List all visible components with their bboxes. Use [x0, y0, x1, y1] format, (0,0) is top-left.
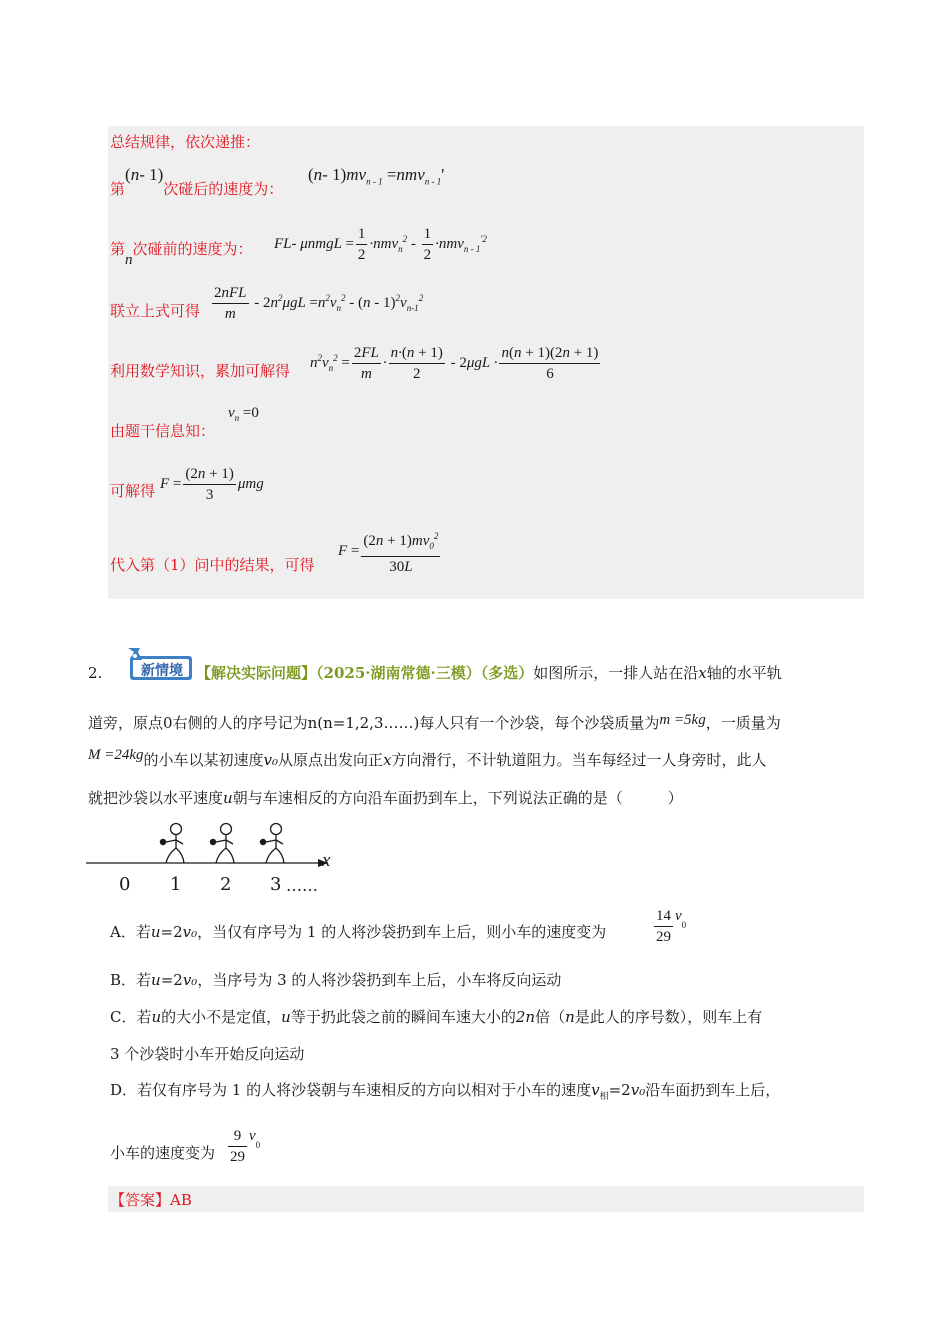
option-b-eq: =2	[160, 971, 183, 989]
option-b-text: ，当序号为 3 的人将沙袋扔到车上后，小车将反向运动	[197, 971, 562, 989]
question-stem-line-1	[196, 663, 782, 683]
person-icon-2	[210, 824, 234, 864]
solution-line-2	[110, 164, 284, 198]
option-a-den: 29	[656, 929, 671, 945]
stem-u: u	[223, 789, 233, 807]
option-d-eq: =2	[608, 1081, 631, 1099]
tick-ellipsis: ……	[286, 876, 318, 895]
solution-line-4: 联立上式可得	[110, 302, 201, 320]
stem-text-2a: 道旁，原点	[88, 714, 164, 732]
option-a-eq: =2	[160, 923, 183, 941]
option-a-fraction: $\frac{14}{29}$ $v_0$	[656, 907, 687, 945]
option-d-num: 9	[228, 1126, 247, 1147]
axis-label-x: x	[322, 850, 331, 871]
solution-line-5: 利用数学知识，累加可解得	[110, 362, 291, 380]
option-d-den: 29	[230, 1149, 245, 1165]
question-number: 2.	[88, 664, 103, 682]
solution-line-8: 代入第（1）问中的结果，可得	[110, 556, 315, 574]
stem-text-2d: n(n=1,2,3……)每人只有一个沙袋，每个沙袋质量为	[307, 714, 660, 732]
tick-label-3: 3	[270, 874, 282, 895]
solution-line-6: 由题干信息知：	[110, 422, 216, 440]
stem-text-2e: ，一质量为	[705, 714, 781, 732]
solution-line-7: 可解得	[110, 482, 156, 500]
formula-n-minus-1: (n- 1)	[125, 165, 164, 184]
option-d-fraction: $\frac{9}{29}$ $v_0$	[230, 1127, 261, 1165]
option-d-text-2: 沿车面扔到车上后，	[645, 1081, 781, 1099]
question-stem-line-3	[88, 747, 767, 771]
new-situation-badge	[126, 646, 194, 682]
answer	[110, 1190, 192, 1210]
figure-axis-people	[86, 820, 346, 898]
answer-label: 【答案】	[110, 1191, 171, 1209]
option-d-v0: v₀	[630, 1081, 646, 1099]
option-a-v: v	[675, 907, 682, 924]
symbol-n: n	[125, 252, 133, 268]
tick-label-2: 2	[220, 874, 232, 895]
stem-text-4a: 就把沙袋以水平速度	[88, 789, 224, 807]
option-d-line-2: 小车的速度变为	[110, 1144, 216, 1162]
stem-text-3a: 的小车以某初速度	[143, 751, 264, 769]
stem-v0: v₀	[263, 751, 279, 769]
option-a-text: ，当仅有序号为 1 的人将沙袋扔到车上后，则小车的速度变为	[197, 923, 607, 941]
solution-line-3-prefix: 第	[110, 240, 126, 258]
option-d-line-1	[110, 1080, 780, 1107]
tag-multi-select: （多选）	[480, 664, 534, 682]
option-c-n: n	[565, 1008, 575, 1026]
person-icon-3	[260, 824, 284, 864]
question-stem-line-4	[88, 788, 683, 808]
option-c-prefix: C．若	[110, 1008, 152, 1026]
solution-line-2-label: 次碰后的速度为：	[163, 180, 284, 198]
option-d-sub: 相	[599, 1092, 609, 1102]
stem-x-1: x	[698, 664, 707, 682]
stem-origin: 0	[163, 714, 173, 732]
person-icon-1	[160, 824, 184, 864]
solution-line-3-label: 次碰前的速度为：	[132, 240, 253, 258]
option-d-v2: v	[249, 1127, 256, 1144]
stem-text-1: 如图所示，一排人站在沿	[533, 664, 699, 682]
stem-mass-m: m =5kg	[659, 712, 706, 728]
option-c-text-1: 的大小不是定值，	[161, 1008, 282, 1026]
option-b	[110, 970, 561, 990]
option-c-text-2: 等于扔此袋之前的瞬间车速大小的	[290, 1008, 516, 1026]
option-c-text-3: 倍（	[535, 1008, 566, 1026]
option-c-line-1	[110, 1007, 762, 1027]
answer-bar	[108, 1186, 864, 1212]
option-c-u2: u	[281, 1008, 291, 1026]
stem-text-4b: 朝与车速相反的方向沿车面扔到车上，下列说法正确的是（ ）	[232, 789, 683, 807]
option-c-u: u	[151, 1008, 162, 1026]
option-c-line-2: 3 个沙袋时小车开始反向运动	[110, 1045, 305, 1063]
option-a-prefix: A．若	[110, 923, 151, 941]
option-b-u: u	[151, 971, 161, 989]
stem-text-2c: 右侧的人的序号记为	[172, 714, 308, 732]
formula-energy-before: FL- μnmgL = $\frac{1}{2}$ ·nmv$_n^2$ - $\frac{1}{2}$ ·nmv$_{n - 1}^{'2}$	[274, 226, 487, 263]
tick-label-0: 0	[119, 874, 131, 895]
stem-text-1b: 轴的水平轨	[706, 664, 782, 682]
tick-label-1: 1	[170, 874, 182, 895]
formula-combined: $\frac{\text{2nFL}}{m}$ - $2n^2\mu gL =n^2v_n^2 - (n - 1)^2v_{n-1}^2$	[214, 285, 424, 322]
option-b-v0: v₀	[182, 971, 198, 989]
formula-summation: $n^2v_n^2$ = $\frac{2FL}{m}$ · $\frac{n\cdot(n + 1)}{2}$ - 2μgL · $\frac{n(n + 1)(2n + 1)}{6}$	[310, 345, 599, 382]
stem-mass-M: M =24kg	[88, 747, 144, 763]
option-c-text-4: 是此人的序号数），则车上有	[574, 1008, 763, 1026]
option-a	[110, 922, 606, 942]
stem-x-2: x	[383, 751, 392, 769]
tag-source: （2025·湖南常德·三模）	[316, 664, 481, 682]
stem-text-3c: 方向滑行，不计轨道阻力。当车每经过一人身旁时，此人	[391, 751, 767, 769]
option-d-text-1: D．若仅有序号为 1 的人将沙袋朝与车速相反的方向以相对于小车的速度	[110, 1081, 592, 1099]
option-a-v0: v₀	[182, 923, 198, 941]
question-stem-line-2	[88, 713, 781, 734]
formula-force: F = $\frac{(2n + 1)}{3}$ μmg	[160, 466, 264, 503]
option-a-num: 14	[654, 906, 673, 927]
formula-force-final: F = $\frac{(2n + 1)mv_0^2}{30L}$	[338, 526, 442, 577]
option-c-2n: 2n	[515, 1008, 536, 1026]
solution-line-3	[110, 238, 253, 268]
formula-momentum-after: (n- $1)mv_{n - 1} =nmv_{n - 1}'$	[308, 165, 445, 187]
solution-line-1: 总结规律，依次递推：	[110, 133, 261, 151]
tag-practical-problem: 【解决实际问题】	[196, 664, 317, 682]
answer-value: AB	[170, 1191, 192, 1209]
option-d-v: v	[591, 1081, 600, 1099]
badge-label: 新情境	[141, 663, 183, 679]
solution-line-2-prefix: 第	[110, 180, 126, 198]
stem-text-3b: 从原点出发向正	[278, 751, 384, 769]
option-a-u: u	[150, 923, 161, 941]
formula-vn-zero: $v_n =0$	[228, 405, 259, 423]
option-b-prefix: B．若	[110, 971, 152, 989]
